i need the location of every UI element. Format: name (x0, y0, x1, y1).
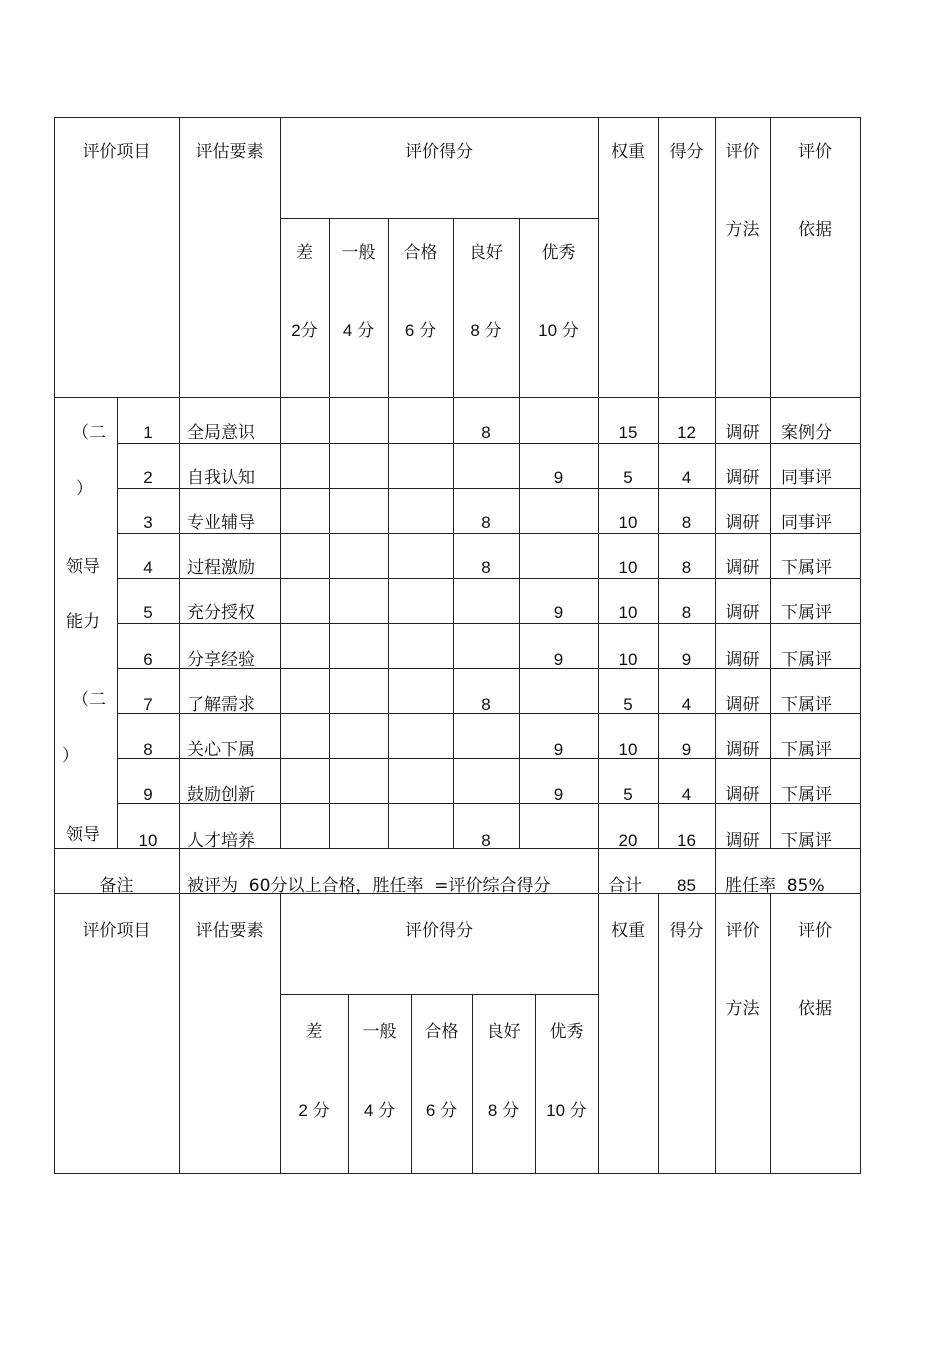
row-weight: 10 (618, 558, 638, 577)
row-factor: 充分授权 (187, 603, 255, 623)
row-level-excellent: 9 (553, 650, 564, 669)
row-score: 16 (677, 831, 696, 850)
category-label-part: 领导 (66, 557, 100, 577)
header-score: 得分 (669, 921, 704, 941)
category-label-part: （二 (72, 690, 106, 710)
level-line-1-data (329, 397, 330, 849)
row-factor: 专业辅导 (187, 513, 255, 533)
row-basis: 下属评 (781, 650, 832, 670)
col-method-line-data (715, 397, 716, 849)
level-points-fair: 4 分 (363, 1101, 396, 1120)
row-basis: 下属评 (781, 740, 832, 760)
header-item: 评价项目 (82, 921, 151, 941)
col-points-line-data (658, 397, 659, 849)
row-number: 4 (143, 558, 153, 577)
row-divider-4 (117, 578, 861, 579)
header-score-group: 评价得分 (405, 921, 473, 941)
header-method-line1: 评价 (725, 142, 760, 162)
level-points-fair: 4 分 (342, 321, 375, 340)
row-weight: 10 (618, 740, 638, 759)
header-basis-line2: 依据 (798, 999, 832, 1019)
row-level-excellent: 9 (553, 468, 564, 487)
row-basis: 下属评 (781, 558, 832, 578)
header-weight: 权重 (611, 921, 645, 941)
row-number: 10 (138, 831, 158, 850)
row-number: 6 (143, 650, 153, 669)
border-left-data (54, 397, 55, 849)
row-factor: 全局意识 (187, 423, 255, 443)
row-divider-5 (117, 623, 861, 624)
row-factor: 过程激励 (187, 558, 255, 578)
row-basis: 下属评 (781, 785, 832, 805)
row-method: 调研 (725, 785, 760, 805)
header-factor: 评估要素 (195, 921, 264, 941)
col-weight-line-data (598, 397, 599, 849)
level-name-poor: 差 (305, 1022, 323, 1042)
table-border-bottom (54, 1173, 861, 1174)
border-right-bottom (860, 893, 861, 1174)
level-name-fair: 一般 (341, 243, 376, 263)
level-points-pass: 6 分 (425, 1101, 458, 1120)
level-line-2-data (388, 397, 389, 849)
col-score-line-data (280, 397, 281, 849)
level-name-good: 良好 (486, 1022, 521, 1042)
row-level-good: 8 (481, 423, 491, 442)
border-right-data (860, 397, 861, 849)
row-number: 7 (143, 695, 153, 714)
row-factor: 了解需求 (187, 695, 255, 715)
row-weight: 5 (623, 695, 633, 714)
competency-rate: 胜任率 85% (725, 876, 825, 896)
row-divider-2 (117, 488, 861, 489)
row-divider-3 (117, 533, 861, 534)
row-weight: 20 (618, 831, 638, 850)
header-score: 得分 (669, 142, 704, 162)
level-line-2-bottom (411, 994, 412, 1174)
row-basis: 下属评 (781, 695, 832, 715)
row-score: 8 (681, 603, 692, 622)
row-level-good: 8 (481, 558, 491, 577)
level-name-pass: 合格 (424, 1022, 459, 1042)
level-name-poor: 差 (296, 243, 313, 263)
row-weight: 10 (618, 650, 638, 669)
row-weight: 15 (618, 423, 638, 442)
row-method: 调研 (725, 740, 760, 760)
row-basis: 同事评 (781, 513, 832, 533)
category-label-part: （二 (72, 423, 106, 443)
score-header-divider-top (280, 218, 598, 219)
row-score: 4 (681, 468, 692, 487)
level-line-3-bottom (472, 994, 473, 1174)
row-weight: 5 (623, 468, 633, 487)
header-weight: 权重 (611, 142, 645, 162)
row-score: 4 (681, 785, 692, 804)
row-score: 4 (681, 695, 692, 714)
row-level-good: 8 (481, 513, 491, 532)
level-line-1-bottom (348, 994, 349, 1174)
level-points-excellent: 10 分 (546, 1101, 587, 1120)
row-number: 8 (143, 740, 153, 759)
row-score: 9 (681, 740, 692, 759)
row-number: 3 (143, 513, 153, 532)
header-basis-line2: 依据 (798, 220, 832, 240)
col-basis-line-data (770, 397, 771, 849)
row-factor: 人才培养 (187, 831, 255, 851)
level-points-good: 8 分 (487, 1101, 520, 1120)
level-name-excellent: 优秀 (549, 1022, 584, 1042)
level-line-4-bottom (535, 994, 536, 1174)
score-header-divider-bottom (280, 994, 598, 995)
table-border-top (54, 117, 861, 118)
row-method: 调研 (725, 695, 760, 715)
level-points-excellent: 10 分 (538, 321, 579, 340)
header-basis-line1: 评价 (798, 921, 832, 941)
row-basis: 下属评 (781, 603, 832, 623)
row-factor: 鼓励创新 (187, 785, 255, 805)
row-level-good: 8 (481, 831, 491, 850)
row-method: 调研 (725, 513, 760, 533)
header-factor: 评估要素 (195, 142, 264, 162)
header-method-line2: 方法 (725, 999, 760, 1019)
row-number: 5 (143, 603, 153, 622)
row-method: 调研 (725, 603, 760, 623)
border-right-top (860, 117, 861, 398)
remarks-text: 被评为 60分以上合格，胜任率 =评价综合得分 (187, 876, 551, 896)
row-weight: 10 (618, 603, 638, 622)
row-weight: 10 (618, 513, 638, 532)
row-factor: 分享经验 (187, 650, 255, 670)
level-name-pass: 合格 (403, 243, 438, 263)
col-factor-line-data (179, 397, 180, 849)
level-name-fair: 一般 (362, 1022, 397, 1042)
row-level-excellent: 9 (553, 603, 564, 622)
level-points-poor: 2分 (291, 321, 318, 340)
row-method: 调研 (725, 558, 760, 578)
row-method: 调研 (725, 423, 760, 443)
category-label-part: 能力 (66, 612, 100, 632)
remarks-line-2 (598, 848, 599, 894)
row-method: 调研 (725, 468, 760, 488)
row-basis: 同事评 (781, 468, 832, 488)
level-points-good: 8 分 (470, 321, 502, 340)
category-label-part: 领导 (66, 825, 100, 845)
level-line-3-data (453, 397, 454, 849)
row-number: 2 (143, 468, 153, 487)
level-points-poor: 2 分 (298, 1101, 330, 1120)
row-score: 9 (681, 650, 692, 669)
header-basis-line1: 评价 (798, 142, 832, 162)
row-score: 12 (677, 423, 696, 442)
row-factor: 自我认知 (187, 468, 255, 488)
header-score-group: 评价得分 (405, 142, 473, 162)
total-value: 85 (677, 876, 696, 895)
total-label: 合计 (608, 876, 642, 896)
header-item: 评价项目 (82, 142, 151, 162)
row-weight: 5 (623, 785, 633, 804)
row-score: 8 (681, 513, 692, 532)
row-level-excellent: 9 (553, 740, 564, 759)
row-score: 8 (681, 558, 692, 577)
level-name-excellent: 优秀 (541, 243, 576, 263)
header-method-line2: 方法 (725, 220, 760, 240)
level-line-4-data (519, 397, 520, 849)
remarks-label: 备注 (99, 876, 134, 896)
level-points-pass: 6 分 (404, 321, 437, 340)
border-right-remarks (860, 848, 861, 894)
category-label-part: ） (76, 479, 93, 499)
row-basis: 案例分 (781, 423, 832, 443)
remarks-line-1 (179, 848, 180, 894)
col-no-line (117, 397, 118, 849)
row-number: 1 (143, 423, 153, 442)
row-level-good: 8 (481, 695, 491, 714)
row-factor: 关心下属 (187, 740, 255, 760)
level-name-good: 良好 (469, 243, 503, 263)
row-basis: 下属评 (781, 831, 832, 851)
row-divider-1 (117, 443, 861, 444)
row-level-excellent: 9 (553, 785, 564, 804)
category-label-part: ） (62, 746, 79, 766)
header-method-line1: 评价 (725, 921, 760, 941)
remarks-line-3 (715, 848, 716, 894)
row-method: 调研 (725, 831, 760, 851)
header-bottom-border (54, 397, 861, 398)
row-method: 调研 (725, 650, 760, 670)
row-number: 9 (143, 785, 153, 804)
